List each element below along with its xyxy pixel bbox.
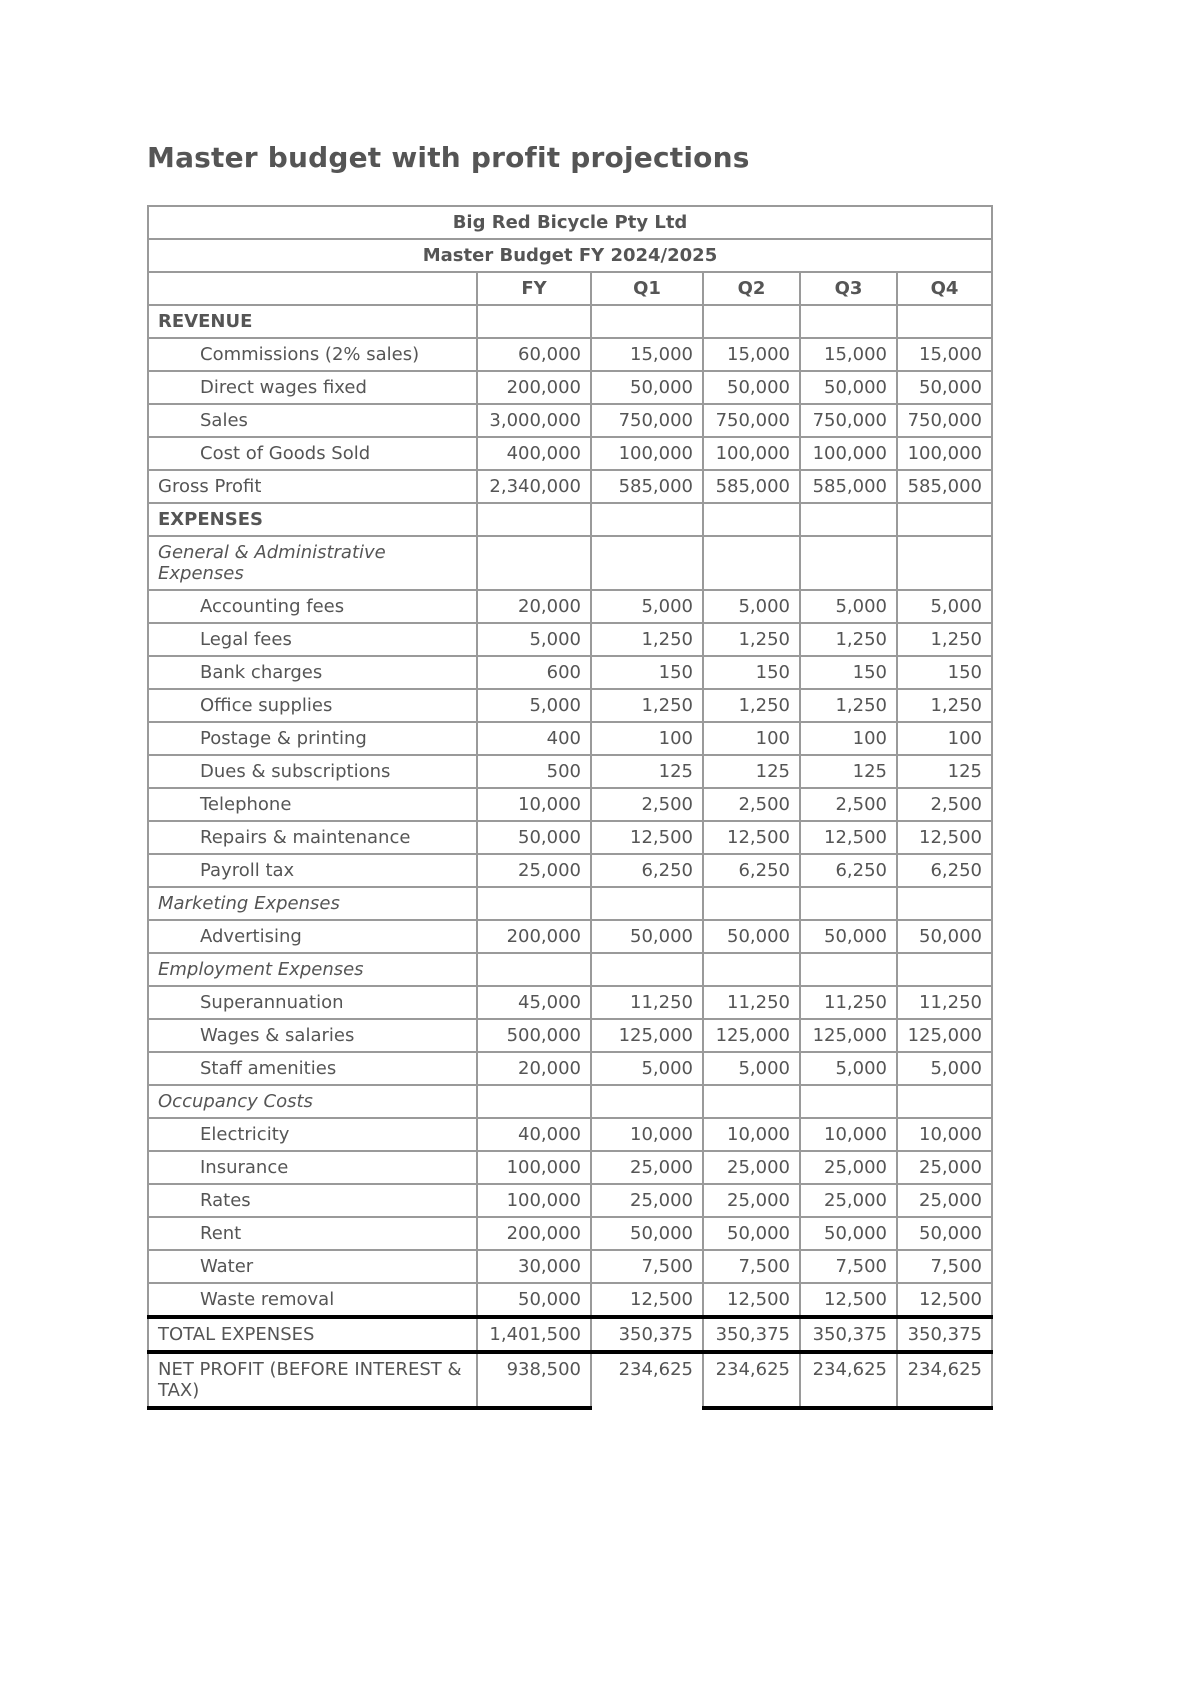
expenses-heading-row-empty-q4 [897,503,992,536]
revenue-heading-row-empty-q2 [703,305,800,338]
column-header-fy: FY [477,272,591,305]
occupancy-heading-row-empty-q3 [800,1085,897,1118]
occupancy-heading-row-label: Occupancy Costs [148,1085,477,1118]
value-q2: 15,000 [703,338,800,371]
revenue-row [148,404,992,437]
value-q1: 234,625 [591,1352,703,1408]
value-fy: 400,000 [477,437,591,470]
value-q2: 12,500 [703,821,800,854]
occupancy-heading-row-empty-fy [477,1085,591,1118]
value-q3: 11,250 [800,986,897,1019]
subtitle-row [148,239,992,272]
value-q4: 125 [897,755,992,788]
value-fy: 50,000 [477,821,591,854]
value-q1: 12,500 [591,1283,703,1317]
row-label: Payroll tax [148,854,477,887]
value-q4: 5,000 [897,590,992,623]
value-q1: 25,000 [591,1184,703,1217]
employment-expense-row [148,986,992,1019]
employment-expense-row [148,1019,992,1052]
value-q2: 125 [703,755,800,788]
value-q2: 6,250 [703,854,800,887]
occupancy-heading-row-empty-q1 [591,1085,703,1118]
marketing-heading-row-empty-q4 [897,887,992,920]
ga-expense-row [148,722,992,755]
row-label: Waste removal [148,1283,477,1317]
value-fy: 1,401,500 [477,1317,591,1352]
ga-expense-row [148,590,992,623]
value-q1: 125,000 [591,1019,703,1052]
value-q1: 50,000 [591,1217,703,1250]
value-q2: 1,250 [703,689,800,722]
value-q2: 150 [703,656,800,689]
value-q1: 12,500 [591,821,703,854]
row-label: Wages & salaries [148,1019,477,1052]
row-label: Advertising [148,920,477,953]
row-label: Postage & printing [148,722,477,755]
revenue-heading-row-empty-fy [477,305,591,338]
employment-heading-row-label: Employment Expenses [148,953,477,986]
value-q4: 25,000 [897,1184,992,1217]
row-label: Dues & subscriptions [148,755,477,788]
row-label: TOTAL EXPENSES [148,1317,477,1352]
company-row [148,206,992,239]
row-label: Commissions (2% sales) [148,338,477,371]
value-q1: 100,000 [591,437,703,470]
ga-expense-row [148,689,992,722]
value-fy: 25,000 [477,854,591,887]
budget-table [147,205,993,1410]
value-fy: 2,340,000 [477,470,591,503]
row-label: Telephone [148,788,477,821]
value-q4: 6,250 [897,854,992,887]
value-q2: 50,000 [703,920,800,953]
value-fy: 5,000 [477,689,591,722]
marketing-expense-row [148,920,992,953]
occupancy-heading-row-empty-q2 [703,1085,800,1118]
ga-expense-row [148,656,992,689]
value-q3: 150 [800,656,897,689]
marketing-heading-row-empty-q3 [800,887,897,920]
value-q4: 50,000 [897,920,992,953]
marketing-heading-row [148,887,992,920]
value-q1: 1,250 [591,689,703,722]
value-q4: 100,000 [897,437,992,470]
value-fy: 5,000 [477,623,591,656]
value-q1: 10,000 [591,1118,703,1151]
value-fy: 100,000 [477,1151,591,1184]
row-label: Cost of Goods Sold [148,437,477,470]
revenue-heading-row [148,305,992,338]
value-q4: 50,000 [897,1217,992,1250]
value-q1: 7,500 [591,1250,703,1283]
value-q3: 2,500 [800,788,897,821]
value-q4: 50,000 [897,371,992,404]
value-fy: 100,000 [477,1184,591,1217]
value-q3: 50,000 [800,371,897,404]
row-label: Water [148,1250,477,1283]
value-q3: 6,250 [800,854,897,887]
value-q4: 100 [897,722,992,755]
value-q4: 234,625 [897,1352,992,1408]
marketing-heading-row-label: Marketing Expenses [148,887,477,920]
value-q1: 2,500 [591,788,703,821]
occupancy-expense-row [148,1283,992,1317]
ga-heading-row-empty-fy [477,536,591,590]
value-q2: 234,625 [703,1352,800,1408]
row-label: Superannuation [148,986,477,1019]
value-q3: 10,000 [800,1118,897,1151]
value-q2: 25,000 [703,1151,800,1184]
value-q3: 12,500 [800,821,897,854]
value-q1: 5,000 [591,1052,703,1085]
column-header-q4: Q4 [897,272,992,305]
value-fy: 500,000 [477,1019,591,1052]
value-q1: 100 [591,722,703,755]
value-q2: 5,000 [703,590,800,623]
revenue-row [148,437,992,470]
marketing-heading-row-empty-q1 [591,887,703,920]
value-q3: 100,000 [800,437,897,470]
row-label: Direct wages fixed [148,371,477,404]
value-q2: 50,000 [703,371,800,404]
value-q1: 1,250 [591,623,703,656]
value-fy: 600 [477,656,591,689]
value-q4: 12,500 [897,1283,992,1317]
revenue-row [148,371,992,404]
row-label: Accounting fees [148,590,477,623]
value-q1: 11,250 [591,986,703,1019]
value-fy: 500 [477,755,591,788]
occupancy-expense-row [148,1184,992,1217]
value-q4: 350,375 [897,1317,992,1352]
revenue-heading-row-empty-q3 [800,305,897,338]
occupancy-expense-row [148,1250,992,1283]
value-q4: 125,000 [897,1019,992,1052]
value-q2: 5,000 [703,1052,800,1085]
value-q1: 125 [591,755,703,788]
value-q3: 1,250 [800,689,897,722]
value-q3: 25,000 [800,1184,897,1217]
value-q2: 750,000 [703,404,800,437]
value-q2: 125,000 [703,1019,800,1052]
value-q1: 50,000 [591,920,703,953]
occupancy-expense-row [148,1217,992,1250]
value-q4: 11,250 [897,986,992,1019]
value-q2: 50,000 [703,1217,800,1250]
gross-profit-row [148,470,992,503]
value-q3: 50,000 [800,920,897,953]
ga-heading-row-empty-q3 [800,536,897,590]
value-fy: 50,000 [477,1283,591,1317]
total-expenses-row [148,1317,992,1352]
revenue-heading-row-empty-q1 [591,305,703,338]
occupancy-heading-row-empty-q4 [897,1085,992,1118]
marketing-heading-row-empty-q2 [703,887,800,920]
employment-heading-row-empty-q4 [897,953,992,986]
company-name: Big Red Bicycle Pty Ltd [148,206,992,239]
employment-heading-row [148,953,992,986]
value-q2: 100,000 [703,437,800,470]
value-q3: 100 [800,722,897,755]
value-fy: 200,000 [477,920,591,953]
value-q2: 2,500 [703,788,800,821]
expenses-heading-row-empty-q3 [800,503,897,536]
value-q3: 5,000 [800,590,897,623]
row-label: Insurance [148,1151,477,1184]
value-fy: 400 [477,722,591,755]
value-q3: 1,250 [800,623,897,656]
value-q3: 234,625 [800,1352,897,1408]
value-q2: 11,250 [703,986,800,1019]
value-fy: 30,000 [477,1250,591,1283]
ga-expense-row [148,755,992,788]
marketing-heading-row-empty-fy [477,887,591,920]
value-q4: 2,500 [897,788,992,821]
value-q2: 585,000 [703,470,800,503]
value-q3: 12,500 [800,1283,897,1317]
value-fy: 45,000 [477,986,591,1019]
value-q1: 350,375 [591,1317,703,1352]
value-q1: 50,000 [591,371,703,404]
value-q2: 10,000 [703,1118,800,1151]
value-q4: 585,000 [897,470,992,503]
value-q2: 100 [703,722,800,755]
value-q3: 125 [800,755,897,788]
column-header-q1: Q1 [591,272,703,305]
ga-expense-row [148,623,992,656]
ga-heading-row-empty-q2 [703,536,800,590]
value-q2: 1,250 [703,623,800,656]
value-q1: 585,000 [591,470,703,503]
ga-heading-row-empty-q1 [591,536,703,590]
value-q2: 7,500 [703,1250,800,1283]
revenue-row [148,338,992,371]
page-title: Master budget with profit projections [147,141,750,174]
budget-subtitle: Master Budget FY 2024/2025 [148,239,992,272]
row-label: Bank charges [148,656,477,689]
row-label: Staff amenities [148,1052,477,1085]
occupancy-expense-row [148,1151,992,1184]
value-fy: 10,000 [477,788,591,821]
value-q4: 1,250 [897,623,992,656]
value-fy: 938,500 [477,1352,591,1408]
row-label: Repairs & maintenance [148,821,477,854]
value-q4: 25,000 [897,1151,992,1184]
revenue-heading-row-label: REVENUE [148,305,477,338]
value-fy: 200,000 [477,1217,591,1250]
revenue-heading-row-empty-q4 [897,305,992,338]
budget-table-body [148,206,992,1408]
value-q3: 5,000 [800,1052,897,1085]
value-q3: 7,500 [800,1250,897,1283]
row-label: Gross Profit [148,470,477,503]
row-label: Rates [148,1184,477,1217]
expenses-heading-row-empty-fy [477,503,591,536]
employment-heading-row-empty-q2 [703,953,800,986]
net-profit-row [148,1352,992,1408]
ga-heading-row-empty-q4 [897,536,992,590]
value-q3: 15,000 [800,338,897,371]
value-fy: 200,000 [477,371,591,404]
employment-heading-row-empty-q3 [800,953,897,986]
value-q2: 350,375 [703,1317,800,1352]
column-header-blank [148,272,477,305]
value-fy: 20,000 [477,590,591,623]
ga-expense-row [148,821,992,854]
value-q4: 5,000 [897,1052,992,1085]
occupancy-expense-row [148,1118,992,1151]
expenses-heading-row-label: EXPENSES [148,503,477,536]
value-q4: 750,000 [897,404,992,437]
row-label: Sales [148,404,477,437]
value-q3: 585,000 [800,470,897,503]
value-q2: 25,000 [703,1184,800,1217]
value-q4: 12,500 [897,821,992,854]
value-q1: 750,000 [591,404,703,437]
ga-heading-row [148,536,992,590]
occupancy-heading-row [148,1085,992,1118]
value-q3: 350,375 [800,1317,897,1352]
column-header-q2: Q2 [703,272,800,305]
value-q3: 125,000 [800,1019,897,1052]
column-header-row [148,272,992,305]
employment-heading-row-empty-q1 [591,953,703,986]
expenses-heading-row-empty-q2 [703,503,800,536]
row-label: Electricity [148,1118,477,1151]
value-q3: 50,000 [800,1217,897,1250]
value-q2: 12,500 [703,1283,800,1317]
value-q1: 5,000 [591,590,703,623]
value-q1: 15,000 [591,338,703,371]
value-q3: 25,000 [800,1151,897,1184]
value-q4: 15,000 [897,338,992,371]
row-label: NET PROFIT (BEFORE INTEREST & TAX) [148,1352,477,1408]
value-fy: 3,000,000 [477,404,591,437]
value-q1: 25,000 [591,1151,703,1184]
expenses-heading-row [148,503,992,536]
value-q3: 750,000 [800,404,897,437]
column-header-q3: Q3 [800,272,897,305]
value-q4: 10,000 [897,1118,992,1151]
value-q1: 6,250 [591,854,703,887]
ga-expense-row [148,788,992,821]
value-q1: 150 [591,656,703,689]
expenses-heading-row-empty-q1 [591,503,703,536]
value-q4: 150 [897,656,992,689]
row-label: Rent [148,1217,477,1250]
employment-heading-row-empty-fy [477,953,591,986]
ga-heading-row-label: General & Administrative Expenses [148,536,477,590]
value-fy: 60,000 [477,338,591,371]
employment-expense-row [148,1052,992,1085]
value-q4: 7,500 [897,1250,992,1283]
value-q4: 1,250 [897,689,992,722]
value-fy: 40,000 [477,1118,591,1151]
row-label: Office supplies [148,689,477,722]
row-label: Legal fees [148,623,477,656]
value-fy: 20,000 [477,1052,591,1085]
ga-expense-row [148,854,992,887]
